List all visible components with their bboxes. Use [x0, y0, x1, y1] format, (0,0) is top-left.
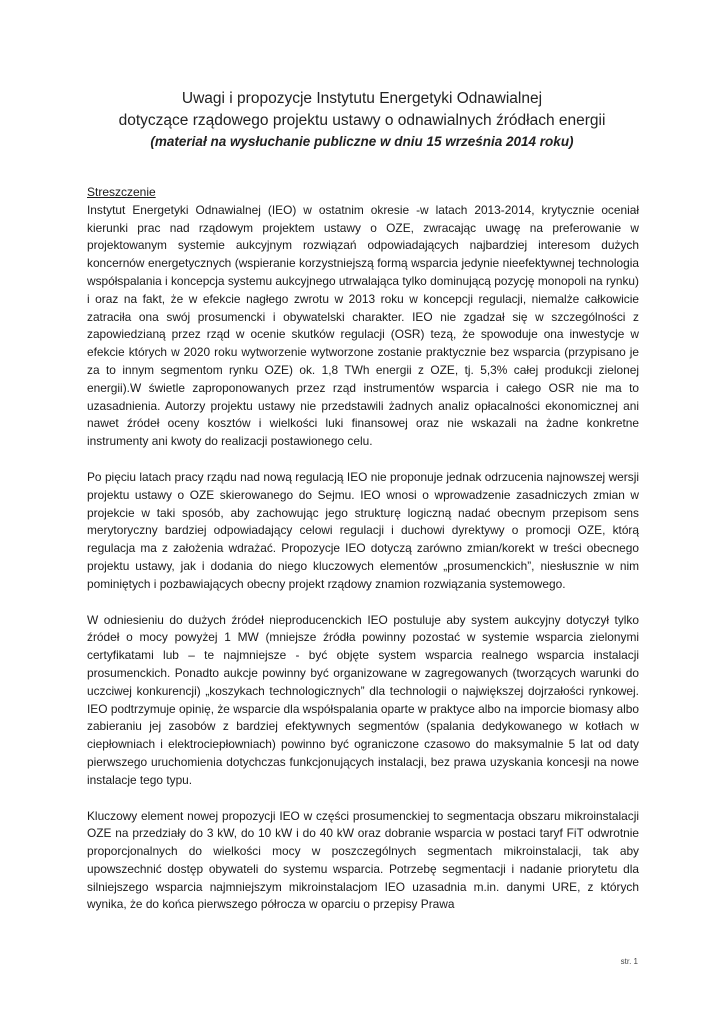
paragraph-4: Kluczowy element nowej propozycji IEO w części prosumenckiej to segmentacja obszaru mikroinstalacji OZE na przedziały do 3 kW, do 10 kW i do 40 kW oraz dobranie wsparcia w postaci taryf FiT odwrotnie proporcjonalnych do wielkości mocy w poszczególnych segmentach mikroinstalacji, tak aby upowszechnić dostęp obywateli do systemu wsparcia. Potrzebę segmentacji i nadanie priorytetu dla silniejszego wsparcia najmniejszym mikroinstalacjom IEO uzasadnia m.in. danymi URE, z których wynika, że do końca pierwszego półrocza w oparciu o przepisy Prawa — [87, 808, 639, 912]
title-block — [60, 88, 664, 152]
paragraph-2: Po pięciu latach pracy rządu nad nową regulacją IEO nie proponuje jednak odrzucenia najnowszej wersji projektu ustawy o OZE skierowanego do Sejmu. IEO wnosi o wprowadzenie zasadniczych zmian w projekcie w taki sposób, aby zachowując jego strukturę logiczną nadać obecnym przepisom sens merytoryczny bardziej odpowiadający celowi regulacji i duchowi dyrektywy o promocji OZE, którą regulacja ma z założenia wdrażać. Propozycje IEO dotyczą zarówno zmian/korekt w treści obecnego projektu ustawy, jak i dodania do niego kluczowych elementów „prosumenckich”, niesłusznie w nim pominiętych i pozbawiających obecny projekt rządowy znamion rozwiązania systemowego. — [87, 469, 639, 591]
document-subtitle: (materiał na wysłuchanie publiczne w dniu 15 września 2014 roku) — [150, 134, 574, 149]
document-body — [87, 184, 639, 914]
document-title-line-2: dotyczące rządowego projektu ustawy o odnawialnych źródłach energii — [118, 112, 606, 129]
paragraph-spacer — [87, 451, 639, 469]
paragraph-spacer — [87, 594, 639, 612]
section-heading: Streszczenie — [87, 185, 156, 199]
paragraph-3: W odniesieniu do dużych źródeł nieproducenckich IEO postuluje aby system aukcyjny dotyczył tylko źródeł o mocy powyżej 1 MW (mniejsze źródła powinny pozostać w systemie wsparcia zielonymi certyfikatami lub – te najmniejsze - być objęte system wsparcia realnego wsparcia instalacji prosumenckich. Ponadto aukcje powinny być organizowane w zagregowanych (tworzących warunki do uczciwej konkurencji) „koszykach technologicznych” dla technologii o największej dojrzałości rynkowej. IEO podtrzymuje opinię, że wsparcie dla współspalania oparte w praktyce albo na imporcie biomasy albo zabieraniu jej zasobów z bardziej efektywnych segmentów (spalania dedykowanego w kotłach w ciepłowniach i elektrociepłowniach) powinno być ograniczone czasowo do maksymalnie 5 lat od daty pierwszego uruchomienia dotychczas funkcjonujących instalacji, bez prawa uzyskania koncesji na nowe instalacje tego typu. — [87, 612, 639, 787]
paragraph-spacer — [87, 790, 639, 808]
page-number: str. 1 — [620, 957, 638, 966]
document-title-line-1: Uwagi i propozycje Instytutu Energetyki Odnawialnej — [181, 90, 543, 107]
paragraph-1: Instytut Energetyki Odnawialnej (IEO) w ostatnim okresie -w latach 2013-2014, krytycznie oceniał kierunki prac nad rządowym projektem ustawy o OZE, zwracając uwagę na preferowanie w projektowanym systemie aukcyjnym rozwiązań odpowiadających najbardziej interesom dużych koncernów energetycznych (wspieranie korzystniejszą formą wsparcia jedynie nieefektywnej technologia współspalania i koncepcja systemu aukcyjnego utrwalająca tylko dominującą pozycję monopoli na rynku) i oraz na fakt, że w efekcie nagłego zwrotu w 2013 roku w koncepcji regulacji, niemalże całkowicie zatraciła ona swój prosumencki i obywatelski charakter. IEO nie zgadzał się w szczególności z zapowiedzianą przez rząd w ocenie skutków regulacji (OSR) tezą, że spowoduje ona inwestycje w efekcie których w 2020 roku wytworzenie wytworzone zostanie praktycznie bez wsparcia (przypisano je za to innym segmentom rynku OZE) ok. 1,8 TWh energii z OZE, tj. 5,3% całej produkcji zielonej energii).W świetle zaproponowanych przez rząd instrumentów wsparcia i całego OSR nie ma to uzasadnienia. Autorzy projektu ustawy nie przedstawili żadnych analiz opłacalności ekonomicznej ani nawet źródeł oceny kosztów i wielkości luki finansowej oraz nie wskazali na żadne konkretne instrumenty ani kwoty do realizacji postawionego celu. — [87, 202, 639, 449]
